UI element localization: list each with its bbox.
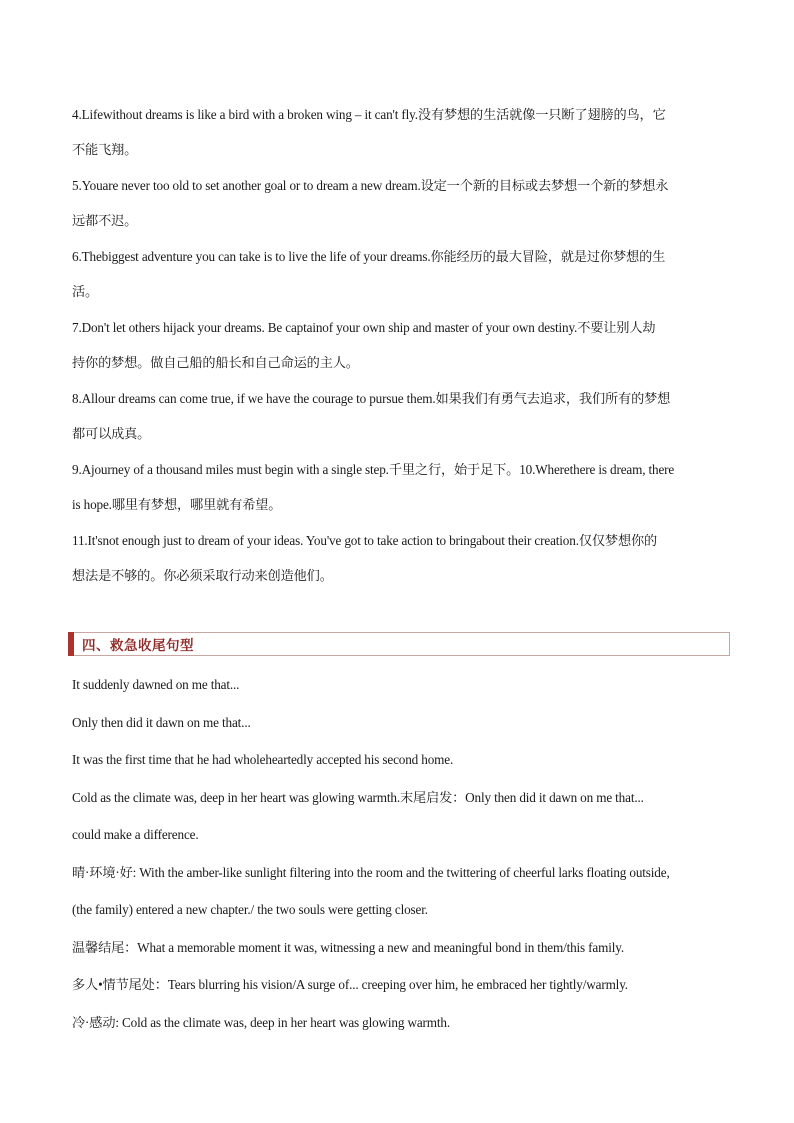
quote-line: 不能飞翔。	[72, 142, 138, 157]
quote-line: 持你的梦想。做自己船的船长和自己命运的主人。	[72, 355, 359, 370]
ending-item: 多人•情节尾处：Tears blurring his vision/A surge of... creeping over him, he embraced her tightly/warmly.	[72, 977, 628, 992]
quote-item-11	[72, 523, 724, 594]
quote-line: 都可以成真。	[72, 426, 151, 441]
quote-line: 想法是不够的。你必须采取行动来创造他们。	[72, 568, 333, 583]
quote-item-6	[72, 239, 724, 310]
quote-line: 9.Ajourney of a thousand miles must begin with a single step.千里之行，始于足下。10.Wherethere is dream, there	[72, 462, 675, 477]
quote-item-9	[72, 452, 724, 523]
quote-line: 活。	[72, 284, 99, 299]
quote-item-7	[72, 310, 724, 381]
ending-sentences-list	[72, 666, 732, 1041]
dream-quotes-list	[72, 97, 724, 594]
quote-line: 8.Allour dreams can come true, if we have the courage to pursue them.如果我们有勇气去追求，我们所有的梦想	[72, 391, 671, 406]
ending-item: It was the first time that he had wholeheartedly accepted his second home.	[72, 752, 454, 767]
ending-item: 冷·感动: Cold as the climate was, deep in her heart was glowing warmth.	[72, 1014, 451, 1030]
section-header	[68, 632, 730, 656]
quote-line: 5.Youare never too old to set another goal or to dream a new dream.设定一个新的目标或去梦想一个新的梦想永	[72, 178, 669, 193]
section-title: 四、救急收尾句型	[82, 638, 194, 654]
quote-line: 11.It'snot enough just to dream of your ideas. You've got to take action to bringabout their creation.仅仅梦想你的	[72, 533, 658, 548]
ending-item: Cold as the climate was, deep in her heart was glowing warmth.末尾启发：Only then did it dawn on me that...	[72, 789, 644, 805]
ending-item: (the family) entered a new chapter./ the two souls were getting closer.	[72, 902, 428, 917]
quote-item-5	[72, 168, 724, 239]
section-accent-bar	[68, 632, 74, 656]
ending-item: could make a difference.	[72, 827, 199, 842]
ending-item: 温馨结尾：What a memorable moment it was, witnessing a new and meaningful bond in them/this family.	[72, 939, 624, 955]
quote-line: 6.Thebiggest adventure you can take is to live the life of your dreams.你能经历的最大冒险，就是过你梦想的生	[72, 249, 666, 264]
ending-item: Only then did it dawn on me that...	[72, 714, 251, 730]
ending-item: It suddenly dawned on me that...	[72, 677, 240, 692]
quote-line: 7.Don't let others hijack your dreams. Be captainof your own ship and master of your own destiny.不要让别人劫	[72, 320, 656, 335]
quote-item-8	[72, 381, 724, 452]
quote-line: is hope.哪里有梦想，哪里就有希望。	[72, 497, 282, 512]
quote-line: 4.Lifewithout dreams is like a bird with a broken wing – it can't fly.没有梦想的生活就像一只断了翅膀的鸟，它	[72, 107, 666, 122]
ending-item: 晴·环境·好: With the amber-like sunlight filtering into the room and the twittering of cheerful larks floating outside,	[72, 864, 670, 880]
quote-item-4	[72, 97, 724, 168]
quote-line: 远都不迟。	[72, 213, 138, 228]
